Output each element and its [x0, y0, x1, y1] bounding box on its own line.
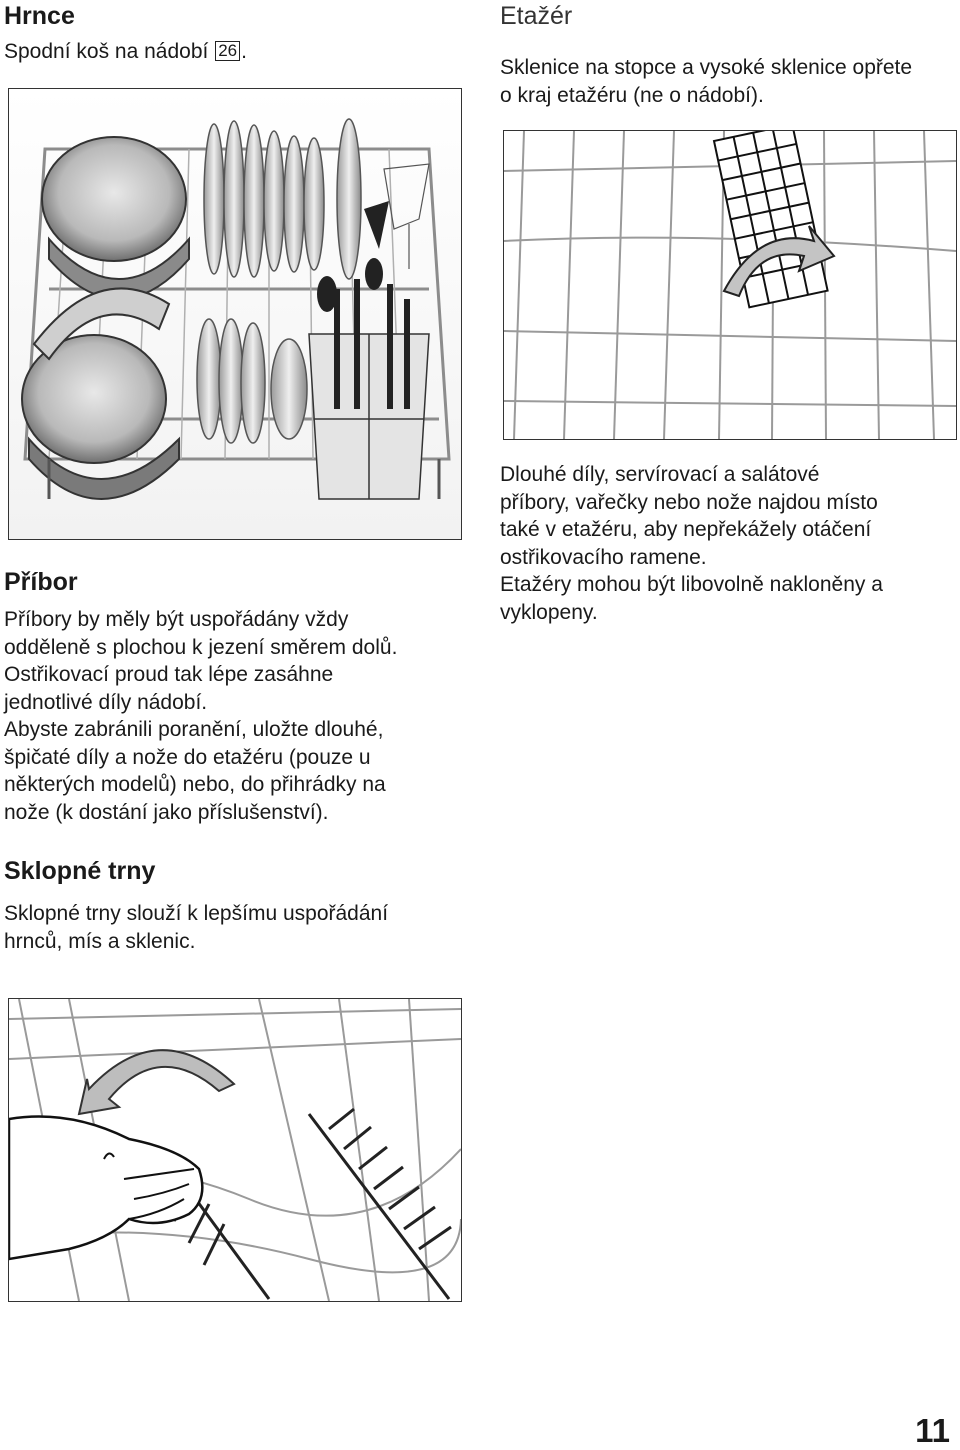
- pribor-line: odděleně s plochou k jezení směrem dolů.: [4, 635, 398, 659]
- reference-number-box: 26: [215, 41, 240, 61]
- etazer-line: o kraj etažéru (ne o nádobí).: [500, 83, 764, 107]
- cup-shelf-figure: [503, 130, 957, 440]
- sklopne-line: Sklopné trny slouží k lepšímu uspořádání: [4, 902, 389, 925]
- pribor-text: [4, 606, 474, 826]
- sklopne-line: hrnců, mís a sklenic.: [4, 929, 196, 953]
- dlouhe-line: Dlouhé díly, servírovací a salátové: [500, 463, 820, 486]
- hrnce-text-after: .: [241, 40, 247, 63]
- dlouhe-line: také v etažéru, aby nepřekážely otáčení: [500, 518, 872, 541]
- page-number: 11: [915, 1412, 950, 1449]
- dlouhe-line: příbory, vařečky nebo nože najdou místo: [500, 490, 878, 514]
- pribor-line: některých modelů) nebo, do přihrádky na: [4, 773, 386, 796]
- folding-tines-figure: [8, 998, 462, 1302]
- cup-shelf-illustration: [504, 131, 956, 439]
- sklopne-text: [4, 900, 474, 955]
- sklopne-heading: Sklopné trny: [4, 857, 156, 885]
- pribor-line: Ostřikovací proud tak lépe zasáhne: [4, 663, 334, 686]
- dishwasher-basket-illustration: [9, 89, 461, 539]
- pribor-line: Příbory by měly být uspořádány vždy: [4, 608, 349, 631]
- dlouhe-line: Etažéry mohou být libovolně nakloněny a: [500, 573, 883, 596]
- folding-tines-illustration: [9, 999, 461, 1301]
- hrnce-text: [4, 38, 247, 66]
- hrnce-heading: Hrnce: [4, 2, 75, 30]
- pribor-line: Abyste zabránili poranění, uložte dlouhé,: [4, 718, 384, 741]
- pribor-line: špičaté díly a nože do etažéru (pouze u: [4, 745, 371, 769]
- pribor-line: nože (k dostání jako příslušenství).: [4, 800, 329, 824]
- etazer-text: [500, 54, 955, 109]
- hrnce-text-before: Spodní koš na nádobí: [4, 40, 209, 63]
- pribor-heading: Příbor: [4, 568, 78, 596]
- dishwasher-basket-figure: [8, 88, 462, 540]
- etazer-line: Sklenice na stopce a vysoké sklenice opřete: [500, 56, 913, 79]
- etazer-heading: Etažér: [500, 2, 573, 30]
- dlouhe-text: [500, 461, 955, 626]
- pribor-line: jednotlivé díly nádobí.: [4, 690, 208, 714]
- dlouhe-line: vyklopeny.: [500, 600, 598, 624]
- dlouhe-line: ostřikovacího ramene.: [500, 545, 707, 569]
